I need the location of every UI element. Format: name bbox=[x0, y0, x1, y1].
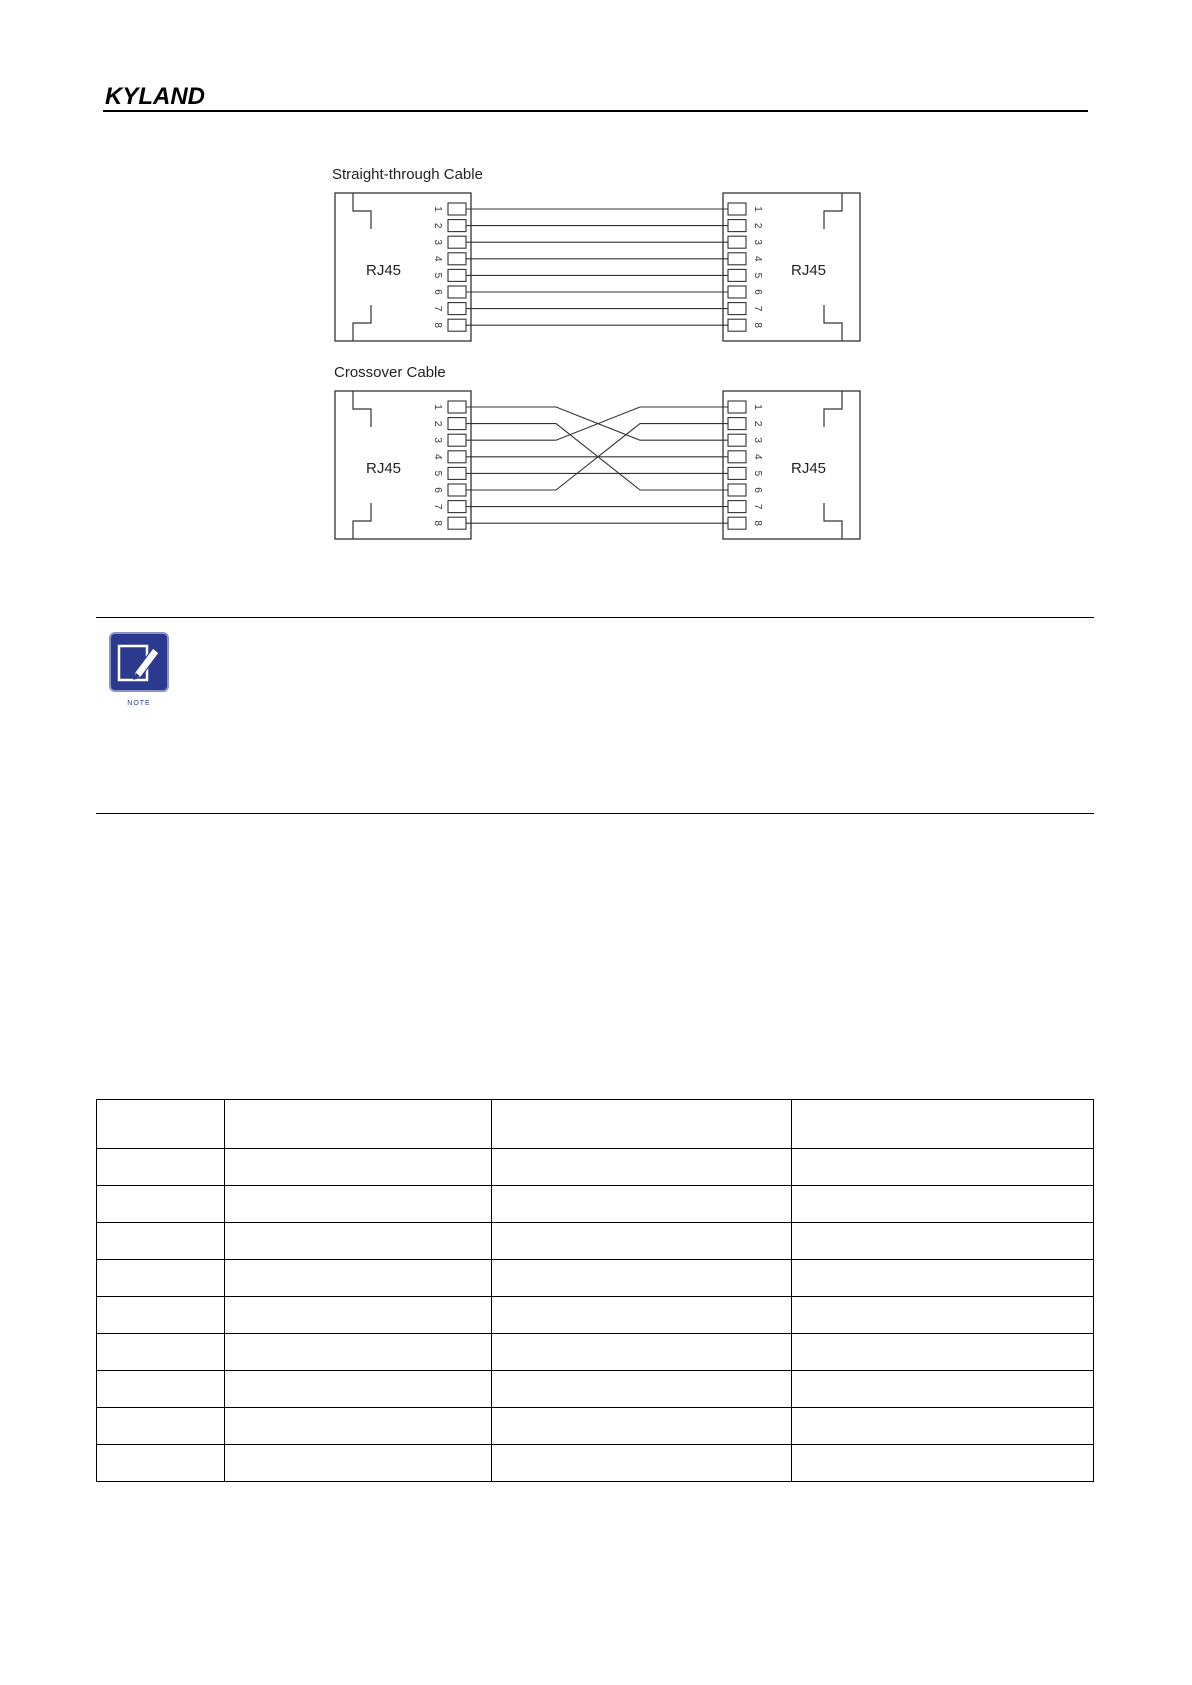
table-cell bbox=[491, 1334, 792, 1371]
left-pin-number: 5 bbox=[432, 470, 443, 477]
left-pin-box bbox=[448, 484, 466, 496]
right-pin-box bbox=[728, 501, 746, 513]
right-pin-number: 8 bbox=[752, 322, 763, 328]
left-pin-number: 5 bbox=[432, 272, 443, 279]
left-pin-number: 7 bbox=[432, 503, 443, 510]
table-cell bbox=[491, 1186, 792, 1223]
table-cell bbox=[97, 1186, 225, 1223]
right-pin-number: 2 bbox=[752, 420, 763, 427]
right-pin-number: 6 bbox=[752, 487, 763, 493]
latch-mark bbox=[353, 305, 371, 341]
right-pin-box bbox=[728, 451, 746, 463]
left-pin-box bbox=[448, 517, 466, 529]
table-cell bbox=[224, 1149, 491, 1186]
table-header-cell bbox=[97, 1100, 225, 1149]
left-pin-box bbox=[448, 401, 466, 413]
left-pin-box bbox=[448, 303, 466, 315]
left-pin-number: 3 bbox=[432, 437, 443, 443]
note-bottom-rule bbox=[96, 813, 1094, 814]
table-cell bbox=[491, 1371, 792, 1408]
right-pin-number: 7 bbox=[752, 503, 763, 510]
right-pin-number: 1 bbox=[752, 404, 763, 410]
table-cell bbox=[97, 1334, 225, 1371]
table-row bbox=[97, 1297, 1094, 1334]
table-cell bbox=[491, 1223, 792, 1260]
pencil-note-icon bbox=[109, 632, 169, 708]
table-cell bbox=[224, 1186, 491, 1223]
table-cell bbox=[792, 1334, 1094, 1371]
table-row bbox=[97, 1223, 1094, 1260]
left-pin-box bbox=[448, 451, 466, 463]
left-pin-number: 7 bbox=[432, 305, 443, 312]
table-cell bbox=[224, 1297, 491, 1334]
table-row bbox=[97, 1408, 1094, 1445]
right-pin-box bbox=[728, 484, 746, 496]
right-pin-number: 1 bbox=[752, 206, 763, 212]
table-cell bbox=[792, 1260, 1094, 1297]
rj45-left-label: RJ45 bbox=[366, 460, 402, 477]
right-pin-number: 3 bbox=[752, 239, 763, 245]
table-cell bbox=[224, 1445, 491, 1482]
latch-mark bbox=[353, 503, 371, 539]
right-pin-box bbox=[728, 418, 746, 430]
table-cell bbox=[224, 1408, 491, 1445]
table-cell bbox=[792, 1149, 1094, 1186]
right-pin-box bbox=[728, 434, 746, 446]
left-pin-number: 6 bbox=[432, 289, 443, 295]
table-cell bbox=[224, 1223, 491, 1260]
table-row bbox=[97, 1371, 1094, 1408]
table-cell bbox=[224, 1334, 491, 1371]
note-label: NOTE bbox=[127, 700, 151, 707]
table-row bbox=[97, 1260, 1094, 1297]
right-pin-box bbox=[728, 286, 746, 298]
left-pin-number: 3 bbox=[432, 239, 443, 245]
table-header-cell bbox=[224, 1100, 491, 1149]
table-row bbox=[97, 1149, 1094, 1186]
table-cell bbox=[792, 1297, 1094, 1334]
right-pin-number: 3 bbox=[752, 437, 763, 443]
left-pin-box bbox=[448, 418, 466, 430]
right-pin-number: 5 bbox=[752, 470, 763, 477]
left-pin-box bbox=[448, 253, 466, 265]
left-pin-box bbox=[448, 434, 466, 446]
right-pin-number: 6 bbox=[752, 289, 763, 295]
cable-wiring-diagrams bbox=[0, 0, 1192, 560]
pin-assignment-table bbox=[96, 1099, 1094, 1482]
table-cell bbox=[491, 1297, 792, 1334]
right-pin-box bbox=[728, 203, 746, 215]
latch-mark bbox=[353, 391, 371, 427]
right-pin-box bbox=[728, 236, 746, 248]
right-pin-box bbox=[728, 517, 746, 529]
straight-through-title: Straight-through Cable bbox=[332, 166, 483, 183]
table-row bbox=[97, 1445, 1094, 1482]
table-cell bbox=[792, 1371, 1094, 1408]
table-cell bbox=[491, 1445, 792, 1482]
left-pin-number: 8 bbox=[432, 322, 443, 328]
table-cell bbox=[491, 1149, 792, 1186]
left-pin-number: 2 bbox=[432, 222, 443, 229]
latch-mark bbox=[353, 193, 371, 229]
right-pin-number: 7 bbox=[752, 305, 763, 312]
table-cell bbox=[97, 1260, 225, 1297]
right-pin-number: 5 bbox=[752, 272, 763, 279]
table-cell bbox=[792, 1223, 1094, 1260]
right-pin-box bbox=[728, 253, 746, 265]
right-pin-box bbox=[728, 303, 746, 315]
table-cell bbox=[97, 1149, 225, 1186]
left-pin-number: 1 bbox=[432, 404, 443, 410]
right-pin-box bbox=[728, 467, 746, 479]
table-cell bbox=[792, 1186, 1094, 1223]
right-pin-box bbox=[728, 269, 746, 281]
table-row bbox=[97, 1334, 1094, 1371]
table-cell bbox=[491, 1408, 792, 1445]
left-pin-number: 2 bbox=[432, 420, 443, 427]
table-row bbox=[97, 1186, 1094, 1223]
left-pin-box bbox=[448, 220, 466, 232]
logo-text: KYLAND bbox=[105, 83, 205, 110]
right-pin-box bbox=[728, 220, 746, 232]
left-pin-number: 6 bbox=[432, 487, 443, 493]
left-pin-number: 8 bbox=[432, 520, 443, 526]
table-header-row bbox=[97, 1100, 1094, 1149]
left-pin-box bbox=[448, 319, 466, 331]
latch-mark bbox=[824, 305, 842, 341]
right-pin-number: 4 bbox=[752, 256, 763, 262]
right-pin-box bbox=[728, 319, 746, 331]
table-cell bbox=[224, 1260, 491, 1297]
left-pin-number: 1 bbox=[432, 206, 443, 212]
right-pin-number: 4 bbox=[752, 454, 763, 460]
table-cell bbox=[792, 1445, 1094, 1482]
table-cell bbox=[491, 1260, 792, 1297]
left-pin-number: 4 bbox=[432, 454, 443, 460]
table-cell bbox=[97, 1445, 225, 1482]
left-pin-box bbox=[448, 286, 466, 298]
latch-mark bbox=[824, 193, 842, 229]
rj45-right-label: RJ45 bbox=[791, 262, 827, 279]
note-top-rule bbox=[96, 617, 1094, 618]
table-header-cell bbox=[792, 1100, 1094, 1149]
table-cell bbox=[97, 1371, 225, 1408]
latch-mark bbox=[824, 391, 842, 427]
table-cell bbox=[97, 1408, 225, 1445]
table-cell bbox=[97, 1297, 225, 1334]
right-pin-box bbox=[728, 401, 746, 413]
right-pin-number: 8 bbox=[752, 520, 763, 526]
table-cell bbox=[97, 1223, 225, 1260]
left-pin-box bbox=[448, 501, 466, 513]
left-pin-box bbox=[448, 269, 466, 281]
left-pin-box bbox=[448, 236, 466, 248]
rj45-left-label: RJ45 bbox=[366, 262, 402, 279]
right-pin-number: 2 bbox=[752, 222, 763, 229]
left-pin-number: 4 bbox=[432, 256, 443, 262]
table-cell bbox=[224, 1371, 491, 1408]
rj45-right-label: RJ45 bbox=[791, 460, 827, 477]
left-pin-box bbox=[448, 467, 466, 479]
left-pin-box bbox=[448, 203, 466, 215]
crossover-title: Crossover Cable bbox=[334, 364, 446, 381]
latch-mark bbox=[824, 503, 842, 539]
table-header-cell bbox=[491, 1100, 792, 1149]
table-cell bbox=[792, 1408, 1094, 1445]
